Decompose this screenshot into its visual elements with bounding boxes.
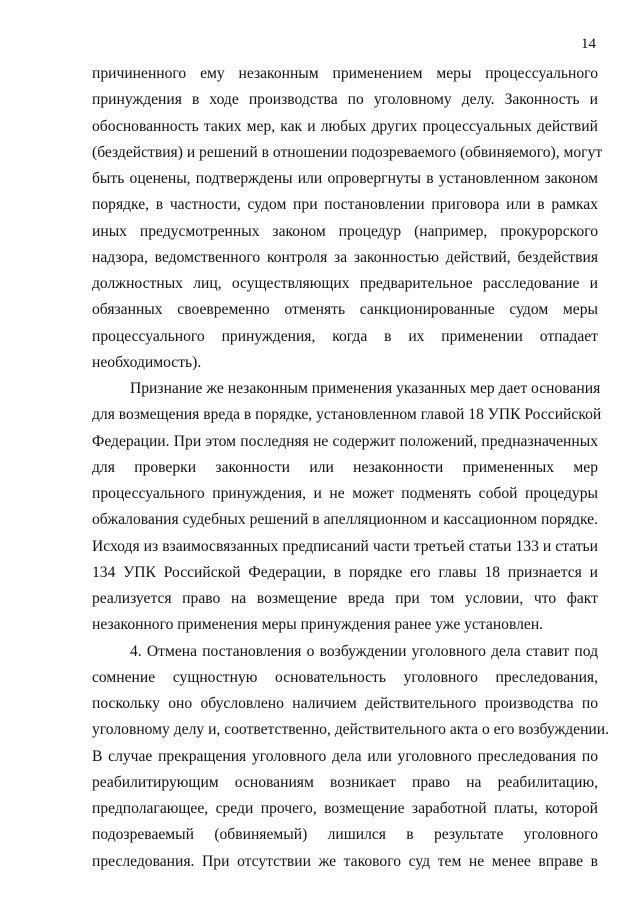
text-line: реализуется право на возмещение вреда при том условии, что факт bbox=[92, 590, 598, 607]
text-line: порядке, в частности, судом при постановлении приговора или в рамках bbox=[92, 196, 598, 214]
text-line: для проверки законности или незаконности примененных мер bbox=[92, 458, 598, 476]
text-line: поскольку оно обусловлено наличием действительного производства по bbox=[92, 695, 598, 712]
text-line: 134 УПК Российской Федерации, в порядке его главы 18 признается и bbox=[92, 563, 598, 581]
text-line: надзора, ведомственного контроля за законностью действий, бездействия bbox=[92, 248, 598, 266]
paragraph bbox=[92, 61, 603, 376]
text-line: 4. Отмена постановления о возбуждении уголовного дела ставит под bbox=[130, 642, 598, 660]
text-line: быть оценены, подтверждены или опровергнуты в установленном законом bbox=[92, 170, 598, 187]
paragraph bbox=[92, 376, 602, 639]
text-line: Исходя из взаимосвязанных предписаний части третьей статьи 133 и статьи bbox=[92, 537, 598, 555]
text-line: процессуального принуждения, когда в их применении отпадает bbox=[92, 327, 598, 345]
text-line: предполагающее, среди прочего, возмещение заработной платы, которой bbox=[92, 800, 598, 817]
document-body bbox=[92, 61, 610, 875]
text-line: обоснованность таких мер, как и любых других процессуальных действий bbox=[92, 117, 598, 135]
text-line: сомнение сущностную основательность уголовного преследования, bbox=[92, 668, 598, 686]
text-line: Федерации. При этом последняя не содержит положений, предназначенных bbox=[92, 432, 598, 450]
text-line: преследования. При отсутствии же такового суд тем не менее вправе в bbox=[92, 852, 598, 870]
text-line: процессуального принуждения, и не может подменять собой процедуры bbox=[92, 485, 598, 502]
text-line: В случае прекращения уголовного дела или уголовного преследования по bbox=[92, 747, 598, 765]
paragraph bbox=[92, 639, 610, 875]
text-line: реабилитирующим основаниям возникает право на реабилитацию, bbox=[92, 773, 598, 791]
text-line: иных предусмотренных законом процедур (например, прокурорского bbox=[92, 222, 598, 240]
text-line: (бездействия) и решений в отношении подозреваемого (обвиняемого), могут bbox=[92, 143, 603, 161]
text-line: необходимость). bbox=[92, 353, 202, 371]
text-line: уголовному делу и, соответственно, действительного акта о его возбуждении. bbox=[92, 721, 610, 739]
text-line: должностных лиц, осуществляющих предварительное расследование и bbox=[92, 275, 598, 292]
text-line: обязанных своевременно отменять санкционированные судом меры bbox=[92, 301, 598, 319]
text-line: Признание же незаконным применения указанных мер дает основания bbox=[130, 380, 601, 397]
text-line: подозреваемый (обвиняемый) лишился в результате уголовного bbox=[92, 826, 598, 844]
text-line: для возмещения вреда в порядке, установленном главой 18 УПК Российской bbox=[92, 406, 602, 424]
text-line: обжалования судебных решений в апелляционном и кассационном порядке. bbox=[92, 511, 598, 529]
text-line: незаконного применения меры принуждения ранее уже установлен. bbox=[92, 616, 544, 634]
text-line: причиненного ему незаконным применением меры процессуального bbox=[92, 65, 598, 82]
text-line: принуждения в ходе производства по уголовному делу. Законность и bbox=[92, 91, 598, 109]
page-number: 14 bbox=[581, 36, 596, 52]
